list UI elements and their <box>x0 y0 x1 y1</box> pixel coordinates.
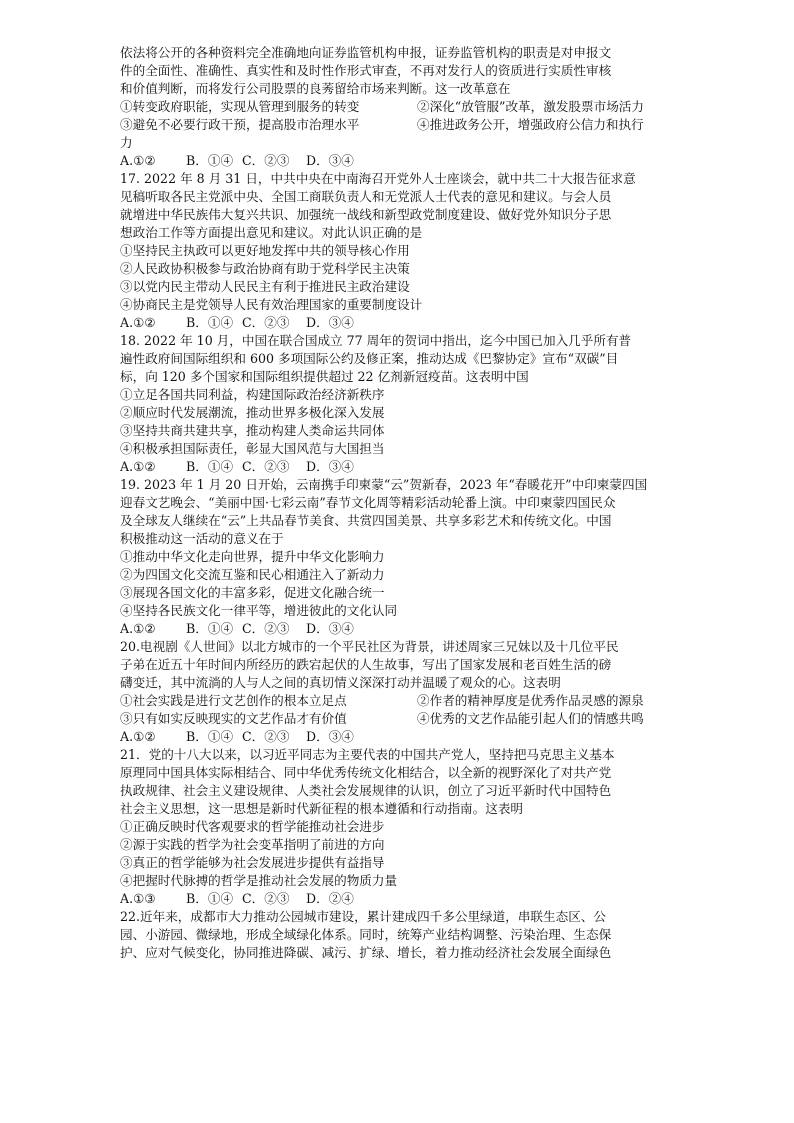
choice-b: B．①④ <box>186 153 234 168</box>
option-3: ③以党内民主带动人民民主有利于推进民主政治建设 <box>120 279 410 294</box>
choice-d: D．③④ <box>306 459 354 474</box>
choice-d: D．③④ <box>306 315 354 330</box>
option-2: ②深化“放管服”改革，激发股票市场活力 <box>417 99 644 114</box>
choice-b: B．①④ <box>186 891 234 906</box>
option-3: ③真正的哲学能够为社会发展进步提供有益指导 <box>120 855 385 870</box>
option-4: ④优秀的文艺作品能引起人们的情感共鸣 <box>417 711 644 726</box>
choice-c: C．②③ <box>242 153 290 168</box>
question-text-line: 就增进中华民族伟大复兴共识、加强统一战线和新型政党制度建设、做好党外知识分子思 <box>120 207 612 222</box>
answer-choices <box>120 620 674 638</box>
question-19 <box>120 476 674 638</box>
option-3: ③避免不必要行政干预，提高股市治理水平 <box>120 117 360 132</box>
answer-choices <box>120 890 674 908</box>
choice-c: C．②③ <box>242 729 290 744</box>
option-row <box>120 692 674 710</box>
question-text-line: 护、应对气候变化，协同推进降碳、减污、扩绿、增长，着力推动经济社会发展全面绿色 <box>120 945 612 960</box>
question-text-line: 和价值判断，而将发行公司股票的良莠留给市场来判断。这一改革意在 <box>120 81 511 96</box>
option-row <box>120 98 674 116</box>
question-18 <box>120 332 674 476</box>
choice-d: D．②④ <box>306 891 354 906</box>
question-text-line: 22.近年来，成都市大力推动公园城市建设，累计建成四千多公里绿道，串联生态区、公 <box>120 909 606 924</box>
option-row <box>120 116 674 134</box>
answer-choices <box>120 728 674 746</box>
question-text-line: 遍性政府间国际组织和 600 多项国际公约及修正案，推动达成《巴黎协定》宣布“双碳”目 <box>120 351 619 366</box>
question-text-line: 执政规律、社会主义建设规律、人类社会发展规律的认识，创立了习近平新时代中国特色 <box>120 783 612 798</box>
option-1: ①坚持民主执政可以更好地发挥中共的领导核心作用 <box>120 243 410 258</box>
option-1: ①转变政府职能，实现从管理到服务的转变 <box>120 99 360 114</box>
choice-a: A.①② <box>120 315 156 330</box>
option-1: ①推动中华文化走向世界，提升中华文化影响力 <box>120 549 385 564</box>
choice-a: A.①③ <box>120 891 156 906</box>
option-1: ①立足各国共同利益，构建国际政治经济新秩序 <box>120 387 385 402</box>
option-4: ④推进政务公开，增强政府公信力和执行 <box>417 117 644 132</box>
choice-c: C．②③ <box>242 459 290 474</box>
choice-b: B．①④ <box>186 315 234 330</box>
question-22 <box>120 908 674 962</box>
option-1: ①社会实践是进行文艺创作的根本立足点 <box>120 693 347 708</box>
answer-choices <box>120 458 674 476</box>
answer-choices <box>120 152 674 170</box>
question-text-line: 17. 2022 年 8 月 31 日，中共中央在中南海召开党外人士座谈会，就中共二十大报告征求意 <box>120 171 636 186</box>
question-text-line: 20.电视剧《人世间》以北方城市的一个平民社区为背景，讲述周家三兄妹以及十几位平民 <box>120 639 619 654</box>
question-text-line: 想政治工作等方面提出意见和建议。对此认识正确的是 <box>120 225 423 240</box>
choice-a: A.①② <box>120 459 156 474</box>
choice-c: C．②③ <box>242 891 290 906</box>
question-text-line: 迎春文艺晚会、“美丽中国·七彩云南”春节文化周等精彩活动轮番上演。中印柬蒙四国民众 <box>120 495 616 510</box>
choice-b: B．①④ <box>186 729 234 744</box>
choice-a: A.①② <box>120 153 156 168</box>
question-text-line: 见稿听取各民主党派中央、全国工商联负责人和无党派人士代表的意见和建议。与会人员 <box>120 189 612 204</box>
question-text-line: 原理同中国具体实际相结合、同中华优秀传统文化相结合，以全新的视野深化了对共产党 <box>120 765 612 780</box>
choice-c: C．②③ <box>242 621 290 636</box>
question-text-line: 18. 2022 年 10 月，中国在联合国成立 77 周年的贺词中指出，迄今中国已加入几乎所有普 <box>120 333 632 348</box>
option-1: ①正确反映时代客观要求的哲学能推动社会进步 <box>120 819 385 834</box>
option-4: ④把握时代脉搏的哲学是推动社会发展的物质力量 <box>120 873 398 888</box>
question-text-line: 园、小游园、微绿地，形成全域绿化体系。同时，统筹产业结构调整、污染治理、生态保 <box>120 927 612 942</box>
choice-d: D．③④ <box>306 153 354 168</box>
choice-a: A.①② <box>120 621 156 636</box>
question-20 <box>120 638 674 746</box>
question-text-line: 子弟在近五十年时间内所经历的跌宕起伏的人生故事，写出了国家发展和老百姓生活的磅 <box>120 657 612 672</box>
option-2: ②为四国文化交流互鉴和民心相通注入了新动力 <box>120 567 385 582</box>
option-row <box>120 710 674 728</box>
choice-a: A.①② <box>120 729 156 744</box>
choice-d: D．③④ <box>306 621 354 636</box>
option-4-tail: 力 <box>120 135 133 150</box>
option-3: ③只有如实反映现实的文艺作品才有价值 <box>120 711 347 726</box>
question-text-line: 礴变迁，其中流淌的人与人之间的真切情义深深打动并温暖了观众的心。这表明 <box>120 675 561 690</box>
question-text-line: 件的全面性、准确性、真实性和及时性作形式审查，不再对发行人的资质进行实质性审核 <box>120 63 612 78</box>
option-3: ③展现各国文化的丰富多彩，促进文化融合统一 <box>120 585 385 600</box>
option-2: ②人民政协积极参与政治协商有助于党科学民主决策 <box>120 261 410 276</box>
option-2: ②顺应时代发展潮流，推动世界多极化深入发展 <box>120 405 385 420</box>
choice-b: B．①④ <box>186 459 234 474</box>
question-text-line: 积极推动这一活动的意义在于 <box>120 531 284 546</box>
choice-b: B．①④ <box>186 621 234 636</box>
question-text-line: 社会主义思想，这一思想是新时代新征程的根本遵循和行动指南。这表明 <box>120 801 523 816</box>
question-text-line: 及全球友人继续在“云”上共品春节美食、共赏四国美景、共享多彩艺术和传统文化。中国 <box>120 513 612 528</box>
answer-choices <box>120 314 674 332</box>
option-2: ②作者的精神厚度是优秀作品灵感的源泉 <box>417 693 644 708</box>
question-17 <box>120 170 674 332</box>
choice-c: C．②③ <box>242 315 290 330</box>
option-4: ④坚持各民族文化一律平等，增进彼此的文化认同 <box>120 603 398 618</box>
question-text-line: 标，向 120 多个国家和国际组织提供超过 22 亿剂新冠疫苗。这表明中国 <box>120 369 529 384</box>
question-text-line: 21．党的十八大以来，以习近平同志为主要代表的中国共产党人，坚持把马克思主义基本 <box>120 747 615 762</box>
question-text-line: 依法将公开的各种资料完全准确地向证券监管机构申报，证券监管机构的职责是对申报文 <box>120 45 612 60</box>
question-text-line: 19. 2023 年 1 月 20 日开始，云南携手印柬蒙“云”贺新春，2023 年“春暖花开”中印柬蒙四国 <box>120 477 648 492</box>
option-4: ④协商民主是党领导人民有效治理国家的重要制度设计 <box>120 297 423 312</box>
option-4: ④积极承担国际责任，彰显大国风范与大国担当 <box>120 441 385 456</box>
question-16-tail <box>120 44 674 170</box>
option-2: ②源于实践的哲学为社会变革指明了前进的方向 <box>120 837 385 852</box>
option-3: ③坚持共商共建共享，推动构建人类命运共同体 <box>120 423 385 438</box>
choice-d: D．③④ <box>306 729 354 744</box>
question-21 <box>120 746 674 908</box>
